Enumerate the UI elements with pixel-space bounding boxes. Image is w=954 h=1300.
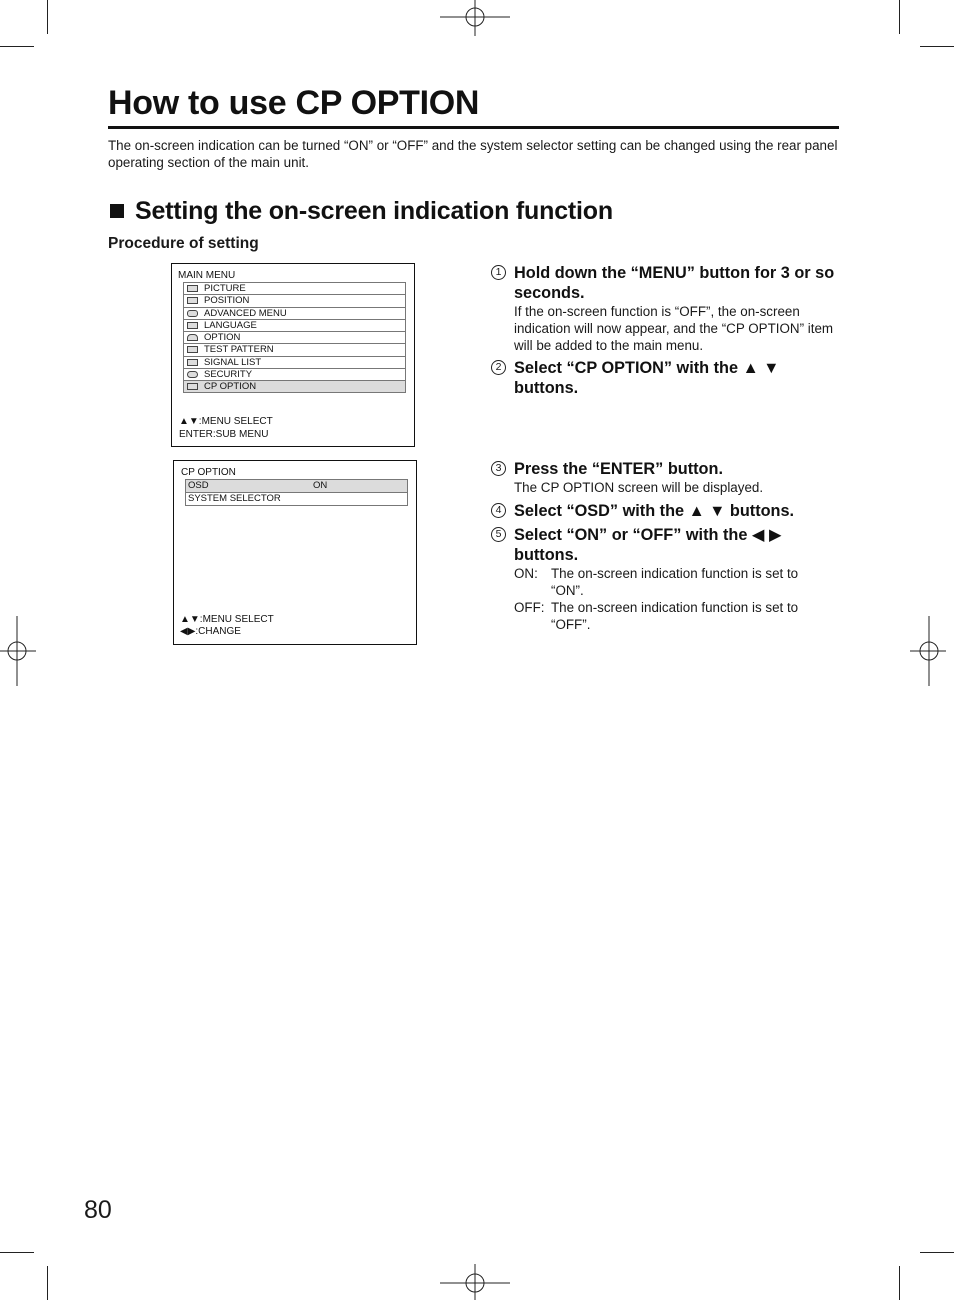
menu-item-language[interactable] <box>183 320 406 332</box>
option-on-text: The on-screen indication function is set to “ON”. <box>551 566 799 598</box>
option-on-key: ON: <box>514 566 538 581</box>
step-body: The CP OPTION screen will be displayed. <box>514 480 764 495</box>
crop-mark <box>47 1266 48 1300</box>
crop-mark <box>920 46 954 47</box>
menu-item-security[interactable] <box>183 369 406 381</box>
step-number: 2 <box>491 360 506 375</box>
menu-item-label: TEST PATTERN <box>204 344 274 356</box>
menu-item-label: PICTURE <box>204 283 246 294</box>
cp-option-list <box>185 479 408 506</box>
registration-mark-icon <box>440 1264 510 1300</box>
cp-option-footer-select: ▲▼:MENU SELECT <box>180 614 274 625</box>
language-icon <box>187 322 198 329</box>
menu-item-label: SECURITY <box>204 368 253 380</box>
menu-item-label: SIGNAL LIST <box>204 356 262 368</box>
page-title: How to use CP OPTION <box>108 84 480 122</box>
option-off-description <box>514 599 824 633</box>
crop-mark <box>899 1266 900 1300</box>
signal-list-icon <box>187 359 198 366</box>
main-menu-footer-enter: ENTER:SUB MENU <box>179 429 269 440</box>
menu-item-label: ADVANCED MENU <box>204 307 287 319</box>
cp-option-row-system-selector[interactable] <box>185 493 408 506</box>
main-menu-title: MAIN MENU <box>178 270 236 281</box>
picture-icon <box>187 285 198 292</box>
crop-mark <box>0 1252 34 1253</box>
step-1 <box>491 263 836 354</box>
menu-item-picture[interactable] <box>183 282 406 295</box>
procedure-heading: Procedure of setting <box>108 235 259 252</box>
step-4 <box>491 501 836 521</box>
step-3 <box>491 459 836 496</box>
cp-option-row-label: OSD <box>188 480 209 491</box>
step-number: 1 <box>491 265 506 280</box>
option-off-key: OFF: <box>514 600 545 615</box>
registration-mark-icon <box>910 616 946 686</box>
section-heading-text: Setting the on-screen indication function <box>135 197 613 225</box>
menu-item-position[interactable] <box>183 295 406 307</box>
step-number: 4 <box>491 503 506 518</box>
title-rule <box>108 126 839 129</box>
security-icon <box>187 371 198 378</box>
crop-mark <box>47 0 48 34</box>
step-2 <box>491 358 811 398</box>
step-heading: Hold down the “MENU” button for 3 or so seconds. <box>514 264 835 302</box>
crop-mark <box>0 46 34 47</box>
cp-option-icon <box>187 383 198 390</box>
position-icon <box>187 297 198 304</box>
advanced-menu-icon <box>187 310 198 317</box>
cp-option-row-osd[interactable] <box>185 479 408 493</box>
intro-paragraph: The on-screen indication can be turned “ON” or “OFF” and the system selector setting can be changed using the rear panel operating section of the main unit. <box>108 138 838 170</box>
menu-item-label: OPTION <box>204 332 241 343</box>
step-heading: Select “CP OPTION” with the ▲ ▼ buttons. <box>514 359 780 397</box>
crop-mark <box>899 0 900 34</box>
step-heading: Press the “ENTER” button. <box>514 460 723 478</box>
cp-option-title: CP OPTION <box>181 467 236 478</box>
main-menu-screen <box>171 263 415 447</box>
registration-mark-icon <box>0 616 36 686</box>
step-heading: Select “OSD” with the ▲ ▼ buttons. <box>514 502 795 520</box>
step-heading: Select “ON” or “OFF” with the ◀ ▶ buttons. <box>514 526 782 564</box>
step-number: 5 <box>491 527 506 542</box>
section-heading <box>110 197 613 226</box>
menu-item-cp-option[interactable] <box>183 381 406 393</box>
square-bullet-icon <box>110 204 124 218</box>
cp-option-footer-change: ◀▶:CHANGE <box>180 626 241 637</box>
option-off-text: The on-screen indication function is set to “OFF”. <box>551 600 799 632</box>
menu-item-label: CP OPTION <box>204 381 257 392</box>
main-menu-list <box>183 282 406 393</box>
step-body: If the on-screen function is “OFF”, the on-screen indication will now appear, and the “CP OPTION” item will be added to the main menu. <box>514 304 834 353</box>
menu-item-signal-list[interactable] <box>183 357 406 369</box>
page-number: 80 <box>84 1196 112 1224</box>
main-menu-footer-select: ▲▼:MENU SELECT <box>179 416 273 427</box>
menu-item-label: POSITION <box>204 295 250 307</box>
cp-option-screen <box>173 460 417 645</box>
menu-item-option[interactable] <box>183 332 406 344</box>
step-number: 3 <box>491 461 506 476</box>
cp-option-row-value: ON <box>313 480 328 491</box>
registration-mark-icon <box>440 0 510 36</box>
option-icon <box>187 334 198 341</box>
crop-mark <box>920 1252 954 1253</box>
menu-item-label: LANGUAGE <box>204 319 257 331</box>
test-pattern-icon <box>187 346 198 353</box>
menu-item-test-pattern[interactable] <box>183 344 406 356</box>
menu-item-advanced-menu[interactable] <box>183 308 406 320</box>
cp-option-row-label: SYSTEM SELECTOR <box>188 493 281 504</box>
option-on-description <box>514 565 824 599</box>
step-5 <box>491 525 821 565</box>
